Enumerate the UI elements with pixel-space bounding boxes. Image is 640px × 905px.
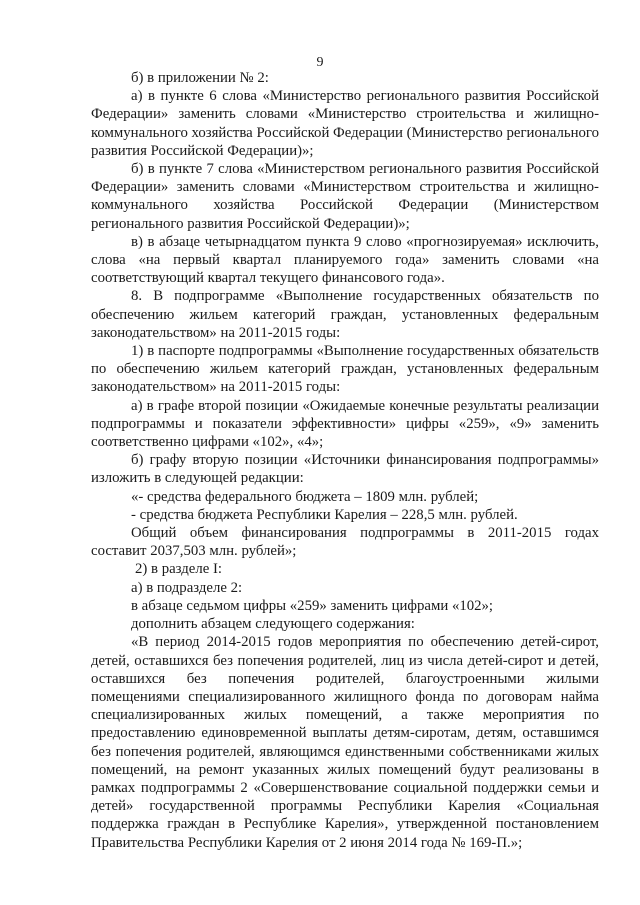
paragraph: «- средства федерального бюджета – 1809 млн. рублей; — [131, 488, 479, 505]
paragraph: в) в абзаце четырнадцатом пункта 9 слово «прогнозируемая» исключить, слова «на первый квартал планируемого года» заменить словами «на соответствующий квартал текущего финансового года». — [91, 233, 599, 287]
paragraph: в абзаце седьмом цифры «259» заменить цифрами «102»; — [131, 597, 494, 614]
paragraph: 8. В подпрограмме «Выполнение государственных обязательств по обеспечению жильем категорий граждан, установленных федеральным законодательством» на 2011-2015 годы: — [91, 288, 599, 341]
page-number: 9 — [316, 55, 324, 70]
paragraph: «В период 2014-2015 годов мероприятия по обеспечению детей-сирот, детей, оставшихся без попечения родителей, лиц из числа детей-сирот и детей, оставшихся без попечения родителей, благоустроенными жилыми помещениями специализированного жилищного фонда по договорам найма специализированных жилых помещений, а также мероприятия по предоставлению единовременной выплаты детям-сиротам, детям, оставшимся без попечения родителей, являющимся единственными собственниками жилых помещений, на ремонт указанных жилых помещений будут реализованы в рамках подпрограммы 2 «Совершенствование социальной поддержки семьи и детей» государственной программы Республики Карелия «Социальная поддержка граждан в Республике Карелия», утвержденной постановлением Правительства Республики Карелия от 2 июня 2014 года № 169-П.»; — [91, 634, 599, 851]
paragraph: а) в пункте 6 слова «Министерство регионального развития Российской Федерации» заменить словами «Министерство строительства и жилищно-коммунального хозяйства Российской Федерации (Министерство регионального развития Российской Федерации)»; — [91, 88, 600, 159]
paragraph: б) графу вторую позиции «Источники финансирования подпрограммы» изложить в следующей редакции: — [91, 452, 599, 487]
paragraph: 1) в паспорте подпрограммы «Выполнение государственных обязательств по обеспечению жильем категорий граждан, установленных федеральным законодательством» на 2011-2015 годы: — [91, 343, 599, 396]
document-body — [91, 69, 599, 852]
paragraph: 2) в разделе I: — [135, 561, 223, 578]
paragraph: дополнить абзацем следующего содержания: — [131, 616, 415, 633]
paragraph: а) в подразделе 2: — [131, 579, 243, 596]
paragraph: б) в пункте 7 слова «Министерством регионального развития Российской Федерации» заменить словами «Министерством строительства и жилищно-коммунального хозяйства Российской Федерации (Министерством регионального развития Российской Федерации)»; — [91, 161, 599, 232]
paragraph: Общий объем финансирования подпрограммы в 2011-2015 годах составит 2037,503 млн. рублей»; — [91, 525, 599, 560]
paragraph: б) в приложении № 2: — [131, 70, 269, 86]
paragraph: а) в графе второй позиции «Ожидаемые конечные результаты реализации подпрограммы и показатели эффективности» цифры «259», «9» заменить соответственно цифрами «102», «4»; — [91, 397, 599, 451]
paragraph: - средства бюджета Республики Карелия – 228,5 млн. рублей. — [131, 506, 518, 523]
